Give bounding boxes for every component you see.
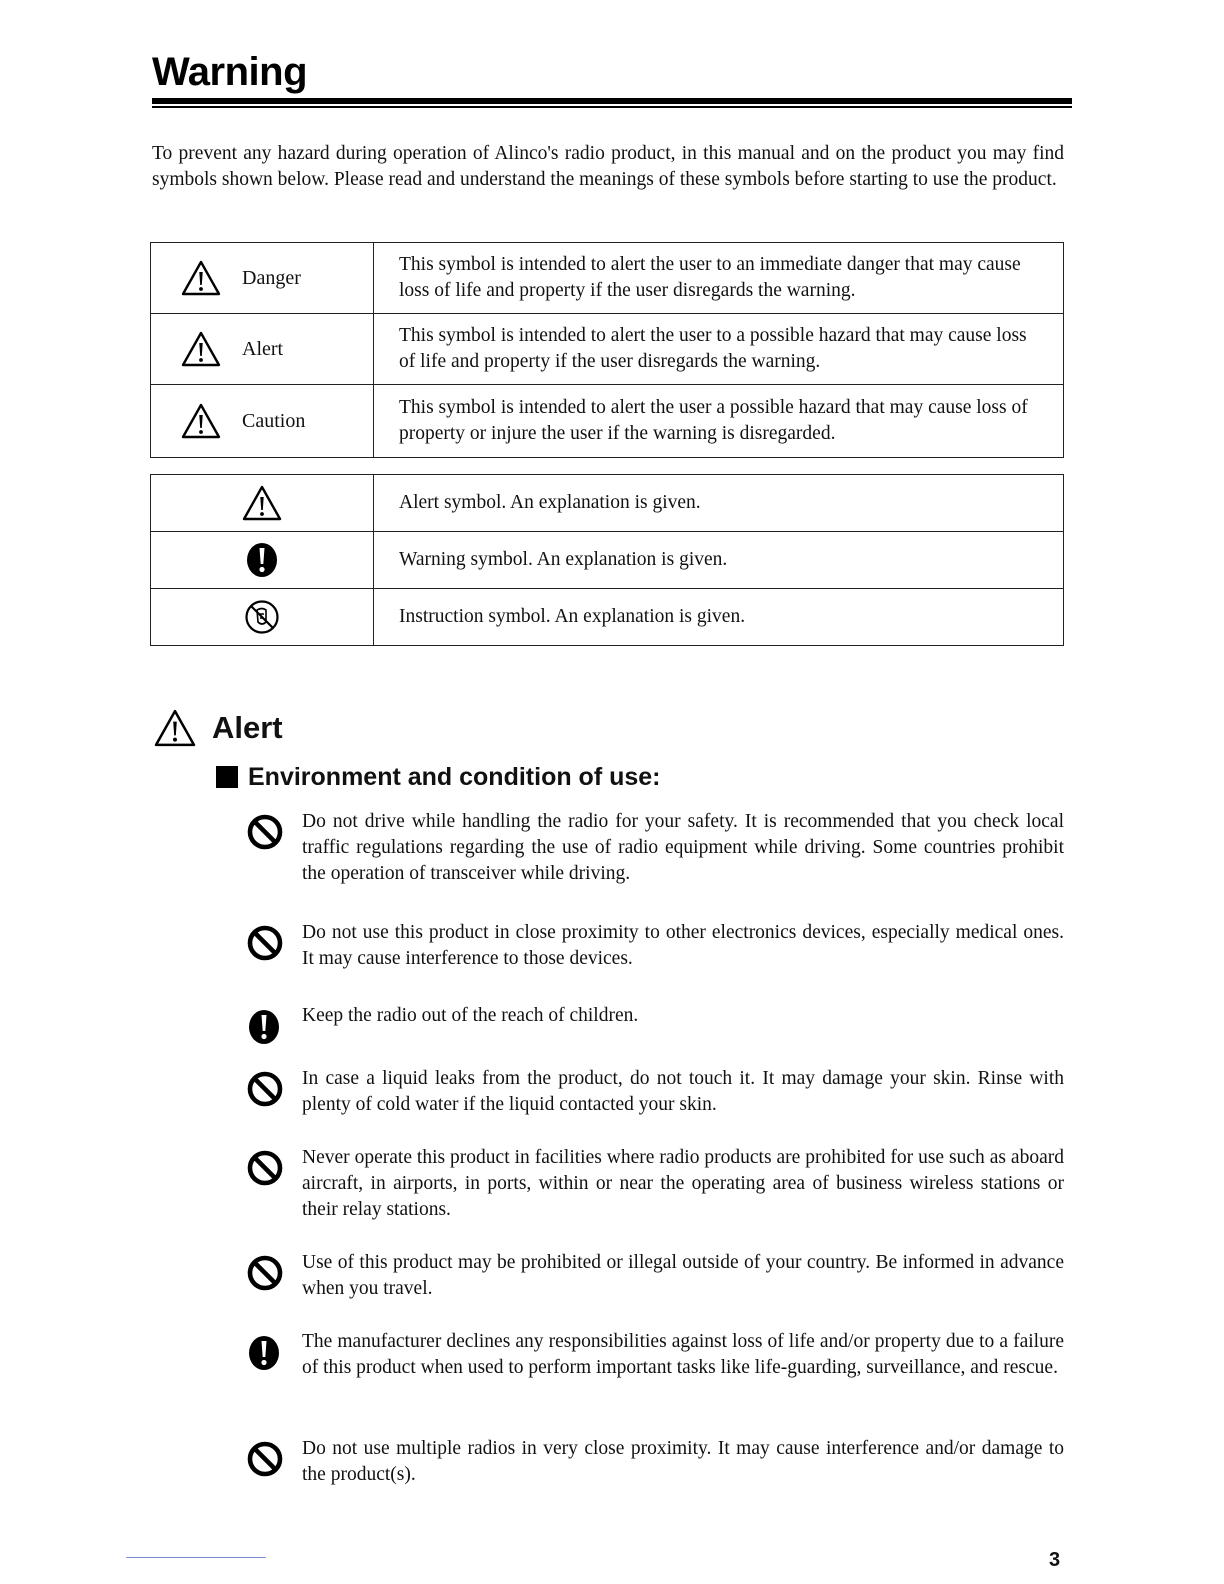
list-item-text: In case a liquid leaks from the product, do not touch it. It may damage your skin. Rinse with plenty of cold water if the liquid contacted your skin. bbox=[302, 1068, 1064, 1115]
alert-heading bbox=[152, 708, 283, 748]
intro-paragraph: To prevent any hazard during operation of Alinco's radio product, in this manual and on the product you may find symbols shown below. Please read and understand the meanings of these symbols before starting to use the product. bbox=[152, 143, 1064, 190]
warning-triangle-icon bbox=[180, 402, 222, 440]
list-item bbox=[246, 1145, 1064, 1223]
square-bullet-icon bbox=[216, 766, 238, 788]
page-number: 3 bbox=[1049, 1549, 1061, 1571]
level-description: This symbol is intended to alert the user a possible hazard that may cause loss of property or injure the user if the warning is disregarded. bbox=[374, 385, 1064, 458]
prohibited-icon bbox=[246, 813, 284, 851]
list-item bbox=[246, 920, 1064, 972]
prohibition-circle-icon bbox=[243, 598, 281, 636]
table-row bbox=[151, 243, 1064, 314]
level-label: Danger bbox=[242, 266, 301, 289]
table-row bbox=[151, 475, 1064, 532]
warning-triangle-icon bbox=[180, 330, 222, 368]
level-label: Alert bbox=[242, 337, 284, 360]
symbol-meaning-table bbox=[150, 474, 1064, 646]
prohibited-icon bbox=[246, 1070, 284, 1108]
hazard-level-table bbox=[150, 242, 1064, 458]
list-item bbox=[246, 1250, 1064, 1302]
level-cell bbox=[151, 243, 374, 314]
list-item-text: Use of this product may be prohibited or illegal outside of your country. Be informed in advance when you travel. bbox=[302, 1252, 1064, 1299]
list-item-text: Never operate this product in facilities where radio products are prohibited for use such as aboard aircraft, in airports, in ports, within or near the operating area of business wireless stations or their relay stations. bbox=[302, 1147, 1064, 1220]
warning-triangle-icon bbox=[241, 484, 283, 522]
footer-divider bbox=[126, 1557, 266, 1558]
alert-title: Alert bbox=[212, 710, 283, 745]
prohibited-icon bbox=[246, 1149, 284, 1187]
list-item-text: The manufacturer declines any responsibilities against loss of life and/or property due to a failure of this product when used to perform important tasks like life-guarding, surveillance, and rescue. bbox=[302, 1331, 1064, 1378]
list-item bbox=[246, 809, 1064, 887]
list-item-text: Keep the radio out of the reach of children. bbox=[302, 1005, 639, 1026]
exclamation-circle-icon bbox=[246, 1007, 282, 1047]
symbol-description: Instruction symbol. An explanation is given. bbox=[374, 589, 1064, 646]
level-description: This symbol is intended to alert the user to an immediate danger that may cause loss of life and property if the user disregards the warning. bbox=[374, 243, 1064, 314]
table-row bbox=[151, 589, 1064, 646]
exclamation-circle-icon bbox=[246, 1333, 282, 1373]
symbol-cell bbox=[151, 532, 374, 589]
prohibited-icon bbox=[246, 1440, 284, 1478]
symbol-description: Warning symbol. An explanation is given. bbox=[374, 532, 1064, 589]
list-item-text: Do not use multiple radios in very close proximity. It may cause interference and/or damage to the product(s). bbox=[302, 1438, 1064, 1485]
level-label: Caution bbox=[242, 409, 306, 432]
title-rule-thin bbox=[152, 106, 1072, 108]
symbol-cell bbox=[151, 475, 374, 532]
level-description: This symbol is intended to alert the user to a possible hazard that may cause loss of life and property if the user disregards the warning. bbox=[374, 314, 1064, 385]
table-row bbox=[151, 385, 1064, 458]
warning-triangle-icon bbox=[180, 259, 222, 297]
list-item bbox=[246, 1436, 1064, 1488]
level-cell bbox=[151, 314, 374, 385]
list-item bbox=[246, 1003, 1064, 1052]
prohibited-icon bbox=[246, 924, 284, 962]
symbol-cell bbox=[151, 589, 374, 646]
level-cell bbox=[151, 385, 374, 458]
exclamation-circle-icon bbox=[244, 541, 280, 579]
symbol-description: Alert symbol. An explanation is given. bbox=[374, 475, 1064, 532]
prohibited-icon bbox=[246, 1254, 284, 1292]
table-row bbox=[151, 532, 1064, 589]
title-rule-thick bbox=[152, 98, 1072, 104]
list-item bbox=[246, 1329, 1064, 1381]
environment-heading bbox=[216, 760, 661, 794]
environment-title: Environment and condition of use: bbox=[248, 763, 661, 791]
warning-triangle-icon bbox=[152, 708, 198, 748]
list-item bbox=[246, 1066, 1064, 1118]
list-item-text: Do not use this product in close proximity to other electronics devices, especially medical ones. It may cause interference to those devices. bbox=[302, 922, 1064, 969]
list-item-text: Do not drive while handling the radio for your safety. It is recommended that you check local traffic regulations regarding the use of radio equipment while driving. Some countries prohibit the operation of transceiver while driving. bbox=[302, 811, 1064, 884]
page-title: Warning bbox=[152, 50, 307, 94]
table-row bbox=[151, 314, 1064, 385]
